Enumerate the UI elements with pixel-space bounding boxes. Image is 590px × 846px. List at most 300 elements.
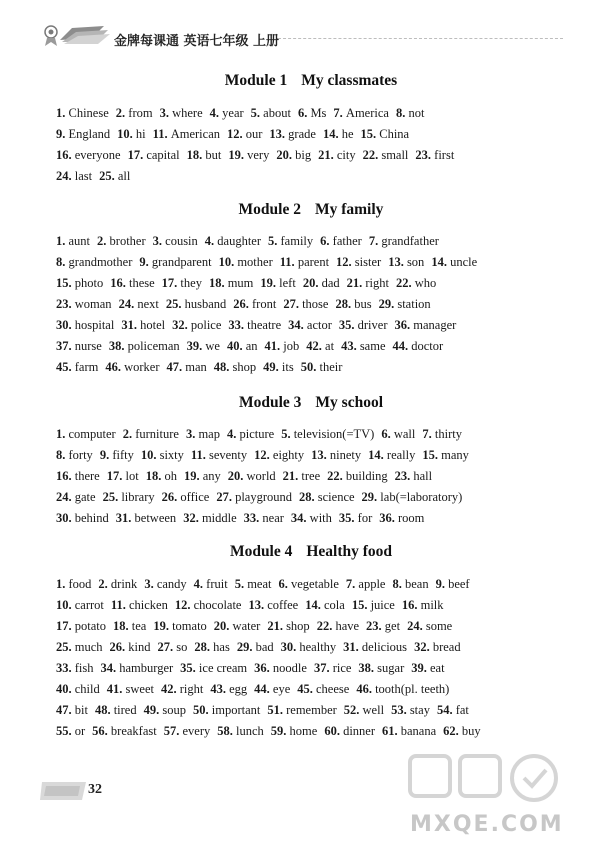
item-number: 51. bbox=[267, 703, 287, 717]
module-3-name: My school bbox=[315, 394, 384, 411]
item-number: 32. bbox=[183, 511, 202, 525]
item-word: bad bbox=[255, 640, 274, 654]
item-number: 16. bbox=[110, 276, 129, 290]
item-word: we bbox=[205, 339, 220, 353]
item-number: 11. bbox=[110, 598, 129, 612]
item-number: 26. bbox=[161, 490, 181, 504]
item-number: 47. bbox=[56, 703, 75, 717]
item-word: lunch bbox=[236, 724, 264, 738]
vocab-item bbox=[288, 318, 332, 332]
item-word: wall bbox=[393, 427, 416, 441]
item-word: mum bbox=[227, 276, 254, 290]
vocab-item bbox=[56, 318, 114, 332]
item-number: 3. bbox=[152, 234, 166, 248]
vocab-item bbox=[265, 339, 300, 353]
item-number: 11. bbox=[279, 255, 298, 269]
vocab-item bbox=[333, 106, 389, 120]
item-number: 5. bbox=[281, 427, 294, 441]
item-word: bit bbox=[74, 703, 88, 717]
book-logo-icon bbox=[42, 22, 112, 48]
word-line bbox=[56, 427, 469, 442]
item-number: 38. bbox=[358, 661, 378, 675]
item-number: 14. bbox=[431, 255, 451, 269]
item-number: 11. bbox=[152, 127, 171, 141]
item-word: grandmother bbox=[68, 255, 133, 269]
vocab-item bbox=[97, 234, 146, 248]
item-number: 32. bbox=[414, 640, 433, 654]
item-number: 5. bbox=[268, 234, 281, 248]
vocab-item bbox=[279, 577, 339, 591]
item-number: 42. bbox=[160, 682, 180, 696]
item-number: 7. bbox=[345, 577, 359, 591]
vocab-item bbox=[396, 276, 436, 290]
module-4-section bbox=[56, 543, 566, 738]
item-number: 55. bbox=[56, 724, 75, 738]
item-number: 10. bbox=[218, 255, 238, 269]
vocab-item bbox=[402, 598, 444, 612]
item-word: same bbox=[359, 339, 386, 353]
item-word: there bbox=[74, 469, 100, 483]
vocab-item bbox=[56, 619, 106, 633]
item-number: 31. bbox=[343, 640, 362, 654]
item-number: 22. bbox=[316, 619, 336, 633]
item-word: has bbox=[213, 640, 230, 654]
item-number: 15. bbox=[56, 276, 75, 290]
vocab-item bbox=[175, 598, 242, 612]
vocab-item bbox=[324, 724, 375, 738]
vocab-item bbox=[56, 127, 110, 141]
item-number: 24. bbox=[407, 619, 426, 633]
item-word: picture bbox=[239, 427, 275, 441]
item-number: 4. bbox=[204, 234, 218, 248]
item-number: 14. bbox=[305, 598, 324, 612]
vocab-item bbox=[103, 490, 155, 504]
vocab-item bbox=[113, 619, 146, 633]
item-number: 8. bbox=[56, 255, 69, 269]
module-1-title bbox=[56, 72, 566, 90]
item-number: 16. bbox=[56, 148, 75, 162]
item-word: hi bbox=[135, 127, 146, 141]
item-number: 40. bbox=[226, 339, 246, 353]
vocab-item bbox=[388, 255, 424, 269]
item-number: 21. bbox=[267, 619, 287, 633]
item-number: 4. bbox=[209, 106, 223, 120]
vocab-item bbox=[56, 148, 121, 162]
vocab-item bbox=[162, 490, 210, 504]
word-line bbox=[56, 127, 416, 142]
item-word: hospital bbox=[74, 318, 115, 332]
vocab-item bbox=[260, 276, 295, 290]
item-word: much bbox=[74, 640, 103, 654]
vocab-item bbox=[283, 469, 320, 483]
item-word: from bbox=[128, 106, 153, 120]
word-line bbox=[56, 318, 463, 333]
item-number: 27. bbox=[283, 297, 303, 311]
item-word: shop bbox=[232, 360, 257, 374]
vocab-item bbox=[56, 360, 98, 374]
item-number: 2. bbox=[98, 577, 111, 591]
item-word: fish bbox=[74, 661, 94, 675]
item-number: 36. bbox=[254, 661, 273, 675]
vocab-item bbox=[56, 234, 90, 248]
item-number: 6. bbox=[381, 427, 394, 441]
vocab-item bbox=[123, 427, 179, 441]
item-word: tooth(pl. teeth) bbox=[375, 682, 450, 696]
item-number: 54. bbox=[436, 703, 456, 717]
item-word: middle bbox=[201, 511, 237, 525]
item-word: beef bbox=[448, 577, 470, 591]
item-number: 47. bbox=[166, 360, 186, 374]
vocab-item bbox=[56, 427, 116, 441]
item-number: 12. bbox=[227, 127, 246, 141]
vocab-item bbox=[281, 427, 374, 441]
vocab-item bbox=[317, 619, 359, 633]
item-word: cola bbox=[323, 598, 345, 612]
item-word: father bbox=[332, 234, 362, 248]
item-number: 13. bbox=[248, 598, 268, 612]
item-word: at bbox=[325, 339, 335, 353]
item-word: rice bbox=[332, 661, 352, 675]
word-line bbox=[56, 339, 450, 354]
module-3-section bbox=[56, 394, 566, 525]
word-line bbox=[56, 577, 477, 592]
item-word: hamburger bbox=[119, 661, 174, 675]
word-line bbox=[56, 703, 476, 718]
item-number: 48. bbox=[213, 360, 233, 374]
item-word: dad bbox=[321, 276, 340, 290]
item-number: 27. bbox=[216, 490, 236, 504]
vocab-item bbox=[141, 448, 184, 462]
item-number: 10. bbox=[140, 448, 160, 462]
vocab-item bbox=[267, 703, 336, 717]
vocab-item bbox=[244, 511, 284, 525]
item-word: chocolate bbox=[193, 598, 242, 612]
item-word: bread bbox=[432, 640, 461, 654]
module-1-section bbox=[56, 72, 566, 183]
vocab-item bbox=[144, 703, 186, 717]
item-word: some bbox=[425, 619, 453, 633]
vocab-item bbox=[363, 148, 409, 162]
vocab-item bbox=[56, 703, 88, 717]
item-word: capital bbox=[146, 148, 180, 162]
item-number: 34. bbox=[290, 511, 310, 525]
item-word: manager bbox=[413, 318, 457, 332]
vocab-item bbox=[227, 127, 262, 141]
vocab-item bbox=[431, 255, 477, 269]
vocab-item bbox=[187, 148, 222, 162]
item-number: 32. bbox=[172, 318, 191, 332]
item-word: husband bbox=[184, 297, 227, 311]
item-number: 57. bbox=[163, 724, 183, 738]
vocab-item bbox=[116, 511, 176, 525]
module-4-name: Healthy food bbox=[306, 543, 393, 560]
item-word: parent bbox=[297, 255, 330, 269]
item-word: have bbox=[335, 619, 360, 633]
item-word: its bbox=[281, 360, 294, 374]
item-word: very bbox=[247, 148, 270, 162]
item-number: 35. bbox=[338, 511, 358, 525]
item-number: 23. bbox=[366, 619, 385, 633]
vocab-item bbox=[415, 148, 454, 162]
word-line bbox=[56, 148, 461, 163]
item-word: eye bbox=[272, 682, 291, 696]
item-word: home bbox=[289, 724, 318, 738]
item-word: tired bbox=[113, 703, 137, 717]
vocab-item bbox=[368, 448, 415, 462]
item-number: 25. bbox=[102, 490, 122, 504]
item-number: 33. bbox=[243, 511, 263, 525]
vocab-item bbox=[414, 640, 461, 654]
vocab-item bbox=[227, 339, 258, 353]
vocab-item bbox=[110, 276, 154, 290]
vocab-item bbox=[269, 127, 316, 141]
item-word: police bbox=[190, 318, 222, 332]
item-word: breakfast bbox=[110, 724, 157, 738]
item-word: left bbox=[279, 276, 296, 290]
vocab-item bbox=[267, 619, 309, 633]
item-word: really bbox=[386, 448, 416, 462]
vocab-item bbox=[193, 703, 260, 717]
item-number: 9. bbox=[139, 255, 152, 269]
module-2-title bbox=[56, 201, 566, 219]
item-word: sister bbox=[354, 255, 382, 269]
item-word: actor bbox=[306, 318, 332, 332]
item-number: 14. bbox=[322, 127, 342, 141]
vocab-item bbox=[235, 577, 272, 591]
vocab-item bbox=[164, 724, 211, 738]
vocab-item bbox=[356, 682, 449, 696]
item-word: coffee bbox=[267, 598, 299, 612]
item-word: lab(=laboratory) bbox=[380, 490, 463, 504]
item-number: 26. bbox=[109, 640, 129, 654]
vocab-item bbox=[344, 703, 384, 717]
vocab-item bbox=[56, 339, 102, 353]
item-word: fruit bbox=[206, 577, 228, 591]
vocab-item bbox=[184, 469, 221, 483]
item-number: 61. bbox=[382, 724, 401, 738]
item-word: forty bbox=[68, 448, 93, 462]
item-word: delicious bbox=[361, 640, 408, 654]
item-word: eighty bbox=[272, 448, 305, 462]
vocab-item bbox=[233, 297, 276, 311]
vocab-item bbox=[346, 577, 386, 591]
vocab-item bbox=[263, 360, 294, 374]
item-word: banana bbox=[400, 724, 437, 738]
word-line bbox=[56, 106, 431, 121]
item-word: for bbox=[357, 511, 373, 525]
item-number: 27. bbox=[157, 640, 177, 654]
vocab-item bbox=[297, 682, 349, 696]
item-word: grandparent bbox=[151, 255, 212, 269]
vocab-item bbox=[117, 127, 145, 141]
item-number: 19. bbox=[228, 148, 248, 162]
vocab-item bbox=[320, 234, 362, 248]
word-line bbox=[56, 640, 468, 655]
item-number: 36. bbox=[394, 318, 414, 332]
item-number: 38. bbox=[108, 339, 128, 353]
vocab-item bbox=[283, 297, 328, 311]
item-word: candy bbox=[156, 577, 187, 591]
item-word: sixty bbox=[159, 448, 184, 462]
item-word: water bbox=[232, 619, 261, 633]
item-number: 53. bbox=[391, 703, 410, 717]
item-number: 39. bbox=[186, 339, 206, 353]
item-word: any bbox=[202, 469, 221, 483]
item-word: doctor bbox=[411, 339, 444, 353]
item-word: dinner bbox=[343, 724, 375, 738]
vocab-item bbox=[56, 511, 109, 525]
item-word: library bbox=[121, 490, 155, 504]
vocab-item bbox=[191, 448, 247, 462]
item-word: their bbox=[319, 360, 343, 374]
vocab-item bbox=[228, 318, 281, 332]
item-number: 30. bbox=[56, 318, 75, 332]
vocab-item bbox=[395, 469, 433, 483]
vocab-item bbox=[56, 682, 100, 696]
vocab-item bbox=[214, 619, 261, 633]
item-number: 21. bbox=[346, 276, 366, 290]
vocab-item bbox=[216, 490, 292, 504]
vocab-item bbox=[303, 276, 340, 290]
module-2-number: Module 2 bbox=[238, 201, 301, 218]
vocab-item bbox=[341, 339, 385, 353]
item-number: 25. bbox=[99, 169, 118, 183]
vocab-item bbox=[352, 598, 395, 612]
vocab-item bbox=[280, 255, 329, 269]
item-number: 3. bbox=[144, 577, 157, 591]
vocab-item bbox=[361, 127, 410, 141]
vocab-item bbox=[209, 276, 253, 290]
item-word: first bbox=[434, 148, 455, 162]
item-word: grade bbox=[288, 127, 316, 141]
vocab-item bbox=[392, 577, 428, 591]
item-number: 17. bbox=[56, 619, 75, 633]
item-word: these bbox=[128, 276, 155, 290]
item-word: not bbox=[408, 106, 425, 120]
item-number: 5. bbox=[250, 106, 264, 120]
vocab-item bbox=[56, 276, 103, 290]
item-number: 3. bbox=[185, 427, 199, 441]
item-number: 28. bbox=[194, 640, 214, 654]
vocab-item bbox=[254, 682, 290, 696]
vocab-item bbox=[56, 106, 109, 120]
item-number: 15. bbox=[351, 598, 371, 612]
item-number: 13. bbox=[311, 448, 330, 462]
item-word: grandfather bbox=[381, 234, 439, 248]
item-number: 29. bbox=[378, 297, 398, 311]
item-number: 62. bbox=[443, 724, 462, 738]
item-number: 17. bbox=[106, 469, 126, 483]
vocab-item bbox=[443, 724, 481, 738]
item-number: 2. bbox=[122, 427, 136, 441]
module-3-number: Module 3 bbox=[238, 394, 302, 411]
item-word: son bbox=[406, 255, 425, 269]
module-3-title bbox=[56, 394, 566, 412]
vocab-item bbox=[271, 724, 318, 738]
item-word: America bbox=[345, 106, 389, 120]
item-number: 12. bbox=[174, 598, 194, 612]
item-word: office bbox=[180, 490, 210, 504]
vocab-item bbox=[107, 682, 154, 696]
word-line bbox=[56, 297, 438, 312]
item-word: right bbox=[179, 682, 204, 696]
item-word: remember bbox=[286, 703, 337, 717]
vocab-item bbox=[56, 255, 132, 269]
vocab-item bbox=[381, 427, 415, 441]
vocab-item bbox=[369, 234, 439, 248]
item-word: well bbox=[362, 703, 385, 717]
vocab-item bbox=[172, 318, 221, 332]
vocab-item bbox=[110, 640, 151, 654]
item-word: who bbox=[414, 276, 437, 290]
item-word: chicken bbox=[128, 598, 168, 612]
item-word: shop bbox=[286, 619, 310, 633]
item-number: 19. bbox=[260, 276, 280, 290]
word-line bbox=[56, 661, 452, 676]
item-word: so bbox=[176, 640, 188, 654]
vocab-item bbox=[335, 297, 371, 311]
item-word: theatre bbox=[247, 318, 282, 332]
item-number: 10. bbox=[117, 127, 136, 141]
item-number: 28. bbox=[299, 490, 318, 504]
vocab-item bbox=[422, 448, 469, 462]
item-number: 10. bbox=[56, 598, 75, 612]
module-1-name: My classmates bbox=[301, 72, 398, 89]
item-word: drink bbox=[110, 577, 138, 591]
item-number: 7. bbox=[333, 106, 346, 120]
item-number: 23. bbox=[415, 148, 435, 162]
page-number: 32 bbox=[88, 782, 102, 797]
item-number: 14. bbox=[368, 448, 387, 462]
vocab-item bbox=[305, 598, 345, 612]
item-number: 25. bbox=[165, 297, 185, 311]
item-number: 34. bbox=[100, 661, 120, 675]
vocab-item bbox=[186, 427, 220, 441]
vocab-item bbox=[116, 106, 153, 120]
item-word: milk bbox=[420, 598, 444, 612]
vocab-item bbox=[194, 640, 229, 654]
module-4-title bbox=[56, 543, 566, 561]
vocab-item bbox=[119, 297, 159, 311]
item-word: worker bbox=[124, 360, 160, 374]
word-line bbox=[56, 619, 459, 634]
item-number: 2. bbox=[115, 106, 129, 120]
vocab-item bbox=[281, 640, 337, 654]
item-word: science bbox=[317, 490, 355, 504]
vocab-item bbox=[228, 148, 269, 162]
item-number: 6. bbox=[297, 106, 311, 120]
item-word: daughter bbox=[217, 234, 262, 248]
item-word: he bbox=[341, 127, 354, 141]
item-number: 36. bbox=[379, 511, 398, 525]
item-word: near bbox=[262, 511, 284, 525]
item-number: 3. bbox=[159, 106, 173, 120]
item-word: buy bbox=[461, 724, 481, 738]
item-number: 59. bbox=[270, 724, 290, 738]
item-number: 8. bbox=[392, 577, 405, 591]
vocab-item bbox=[379, 297, 431, 311]
page-header bbox=[0, 0, 590, 60]
word-line bbox=[56, 682, 456, 697]
word-line bbox=[56, 276, 443, 291]
vocab-item bbox=[105, 360, 159, 374]
vocab-item bbox=[391, 703, 430, 717]
item-number: 17. bbox=[127, 148, 147, 162]
item-word: get bbox=[384, 619, 401, 633]
item-word: bus bbox=[354, 297, 372, 311]
item-word: important bbox=[211, 703, 261, 717]
vocab-item bbox=[219, 255, 273, 269]
